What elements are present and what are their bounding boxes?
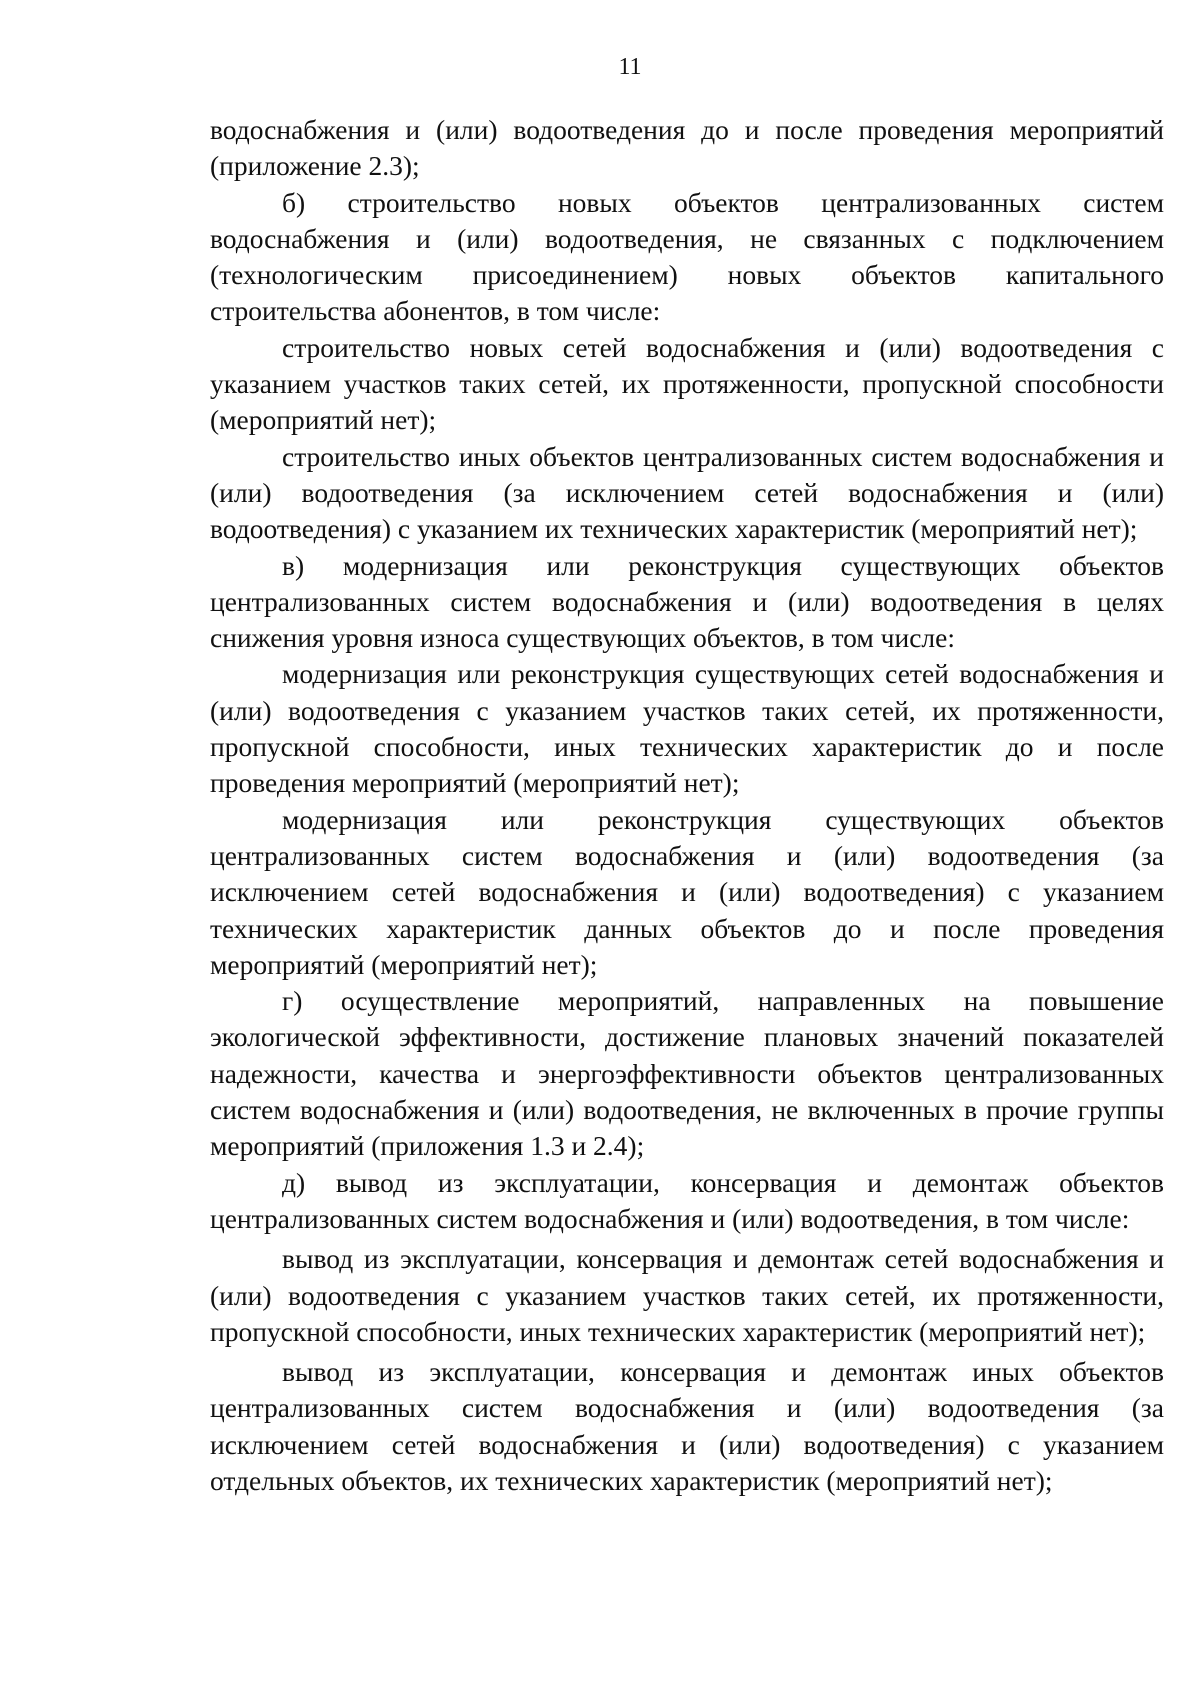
paragraph-item-g: г) осуществление мероприятий, направленных на повышение экологической эффективности, достижение плановых значений показателей надежности, качества и энергоэффективности объектов централизованных систем водоснабжения и (или) водоотведения, не включенных в прочие группы мероприятий (приложения 1.3 и 2.4); <box>210 985 1164 1162</box>
paragraph-decommission-objects: вывод из эксплуатации, консервация и демонтаж иных объектов централизованных систем водоснабжения и (или) водоотведения (за исключением сетей водоснабжения и (или) водоотведения) с указанием отдельных объектов, их технических характеристик (мероприятий нет); <box>210 1356 1164 1496</box>
paragraph-new-networks: строительство новых сетей водоснабжения и (или) водоотведения с указанием участков таких сетей, их протяженности, пропускной способности (мероприятий нет); <box>210 331 1164 436</box>
document-body <box>210 112 1164 1499</box>
paragraph-continuation: водоснабжения и (или) водоотведения до и после проведения мероприятий (приложение 2.3); <box>210 114 1164 182</box>
paragraph-modernization-objects: модернизация или реконструкция существующих объектов централизованных систем водоснабжения и (или) водоотведения (за исключением сетей водоснабжения и (или) водоотведения) с указанием технических характеристик данных объектов до и после проведения мероприятий (мероприятий нет); <box>210 803 1164 980</box>
paragraph-item-v: в) модернизация или реконструкция существующих объектов централизованных систем водоснабжения и (или) водоотведения в целях снижения уровня износа существующих объектов, в том числе: <box>210 549 1164 654</box>
paragraph-other-objects: строительство иных объектов централизованных систем водоснабжения и (или) водоотведения (за исключением сетей водоснабжения и (или) водоотведения) с указанием их технических характеристик (мероприятий нет); <box>210 440 1164 545</box>
paragraph-item-b: б) строительство новых объектов централизованных систем водоснабжения и (или) водоотведения, не связанных с подключением (технологическим присоединением) новых объектов капитального строительства абонентов, в том числе: <box>210 186 1164 327</box>
paragraph-decommission-networks: вывод из эксплуатации, консервация и демонтаж сетей водоснабжения и (или) водоотведения с указанием участков таких сетей, их протяженности, пропускной способности, иных технических характеристик (мероприятий нет); <box>210 1243 1164 1347</box>
page-number: 11 <box>618 54 642 80</box>
paragraph-modernization-networks: модернизация или реконструкция существующих сетей водоснабжения и (или) водоотведения с указанием участков таких сетей, их протяженности, пропускной способности, иных технических характеристик до и после проведения мероприятий (мероприятий нет); <box>210 658 1164 799</box>
paragraph-item-d: д) вывод из эксплуатации, консервация и демонтаж объектов централизованных систем водоснабжения и (или) водоотведения, в том числе: <box>210 1166 1164 1234</box>
